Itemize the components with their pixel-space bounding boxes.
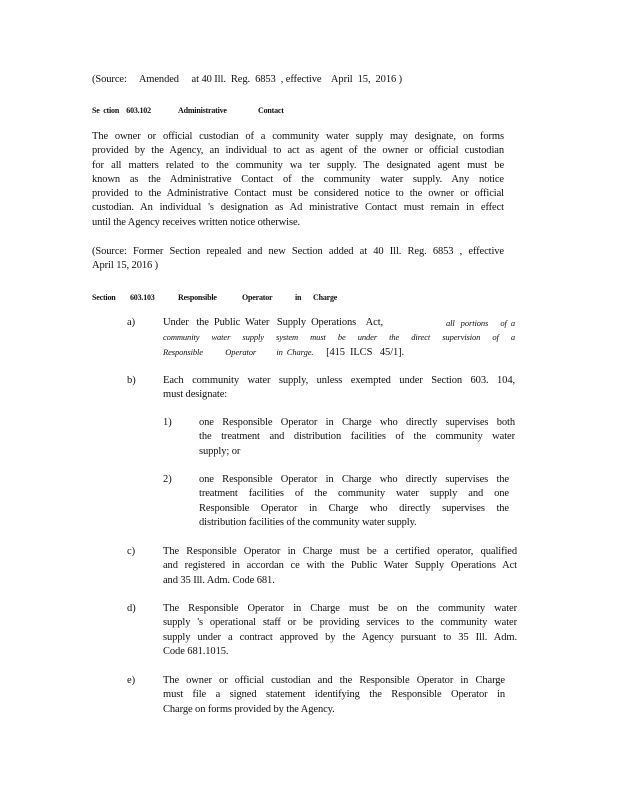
body-line: for all matters related to the community wa ter supply. The designated agent must be — [92, 159, 504, 171]
body-line: known as the Administrative Contact of the community water supply. Any notice — [92, 173, 504, 185]
item-b-line: must designate: — [163, 389, 228, 401]
section-title-word: Contact — [258, 106, 284, 115]
subitem-label-1: 1) — [163, 417, 172, 428]
subitem-line: supply; or — [199, 445, 241, 457]
body-line: until the Agency receives written notice otherwise. — [92, 216, 301, 228]
item-label-e: e) — [127, 675, 136, 686]
item-a-italic-text: Responsible Operator in Charge. — [163, 346, 314, 357]
subitem-1-text — [199, 416, 515, 459]
item-a-text — [163, 316, 515, 360]
subitem-2-text — [199, 473, 509, 530]
item-b-text — [163, 374, 515, 403]
subitem-line: the treatment and distribution facilities of the community water — [199, 431, 515, 443]
subitem-line: one Responsible Operator in Charge who directly supervises both — [199, 417, 515, 428]
section-number: Section — [92, 293, 116, 302]
item-b-line: Each community water supply, unless exempted under Section 603. 104, — [163, 375, 515, 386]
section-title-word: Operator — [242, 293, 273, 302]
item-a-line — [163, 345, 515, 360]
item-label-c: c) — [127, 546, 136, 557]
item-label-a: a) — [127, 317, 136, 328]
item-a-italic-text: community water supply system must be under the direct supervision of a — [163, 332, 515, 343]
item-d-line: supply under a contract approved by the Agency pursuant to 35 Ill. Adm. — [163, 631, 517, 643]
body-line: custodian. An individual 's designation as Ad ministrative Contact must remain in effect — [92, 202, 504, 214]
item-c-line: The Responsible Operator in Charge must be a certified operator, qualified — [163, 546, 517, 557]
item-e-line: Charge on forms provided by the Agency. — [163, 703, 335, 715]
section-number: Se ction 603.102 — [92, 106, 151, 115]
source-note-former-section — [92, 245, 504, 274]
item-c-text — [163, 545, 517, 588]
item-d-line: Code 681.1015. — [163, 645, 229, 657]
section-number: 603.103 — [130, 293, 155, 302]
section-title-word: Administrative — [178, 106, 227, 115]
source-note-amended: (Source: Amended at 40 Ill. Reg. 6853 , effective April 15, 2016 ) — [92, 74, 403, 85]
subitem-label-2: 2) — [163, 474, 172, 485]
item-a-italic-text: all portions of a — [445, 318, 515, 328]
subitem-line: treatment facilities of the community water supply and one — [199, 488, 509, 500]
item-d-line: supply 's operational staff or be providing services to the community water — [163, 617, 517, 629]
body-line: provided by the Agency, an individual to act as agent of the owner or official custodian — [92, 145, 504, 157]
section-title-word: Responsible — [178, 293, 217, 302]
item-d-text — [163, 602, 517, 659]
section-603-102-heading — [92, 104, 284, 118]
section-title-word: Charge — [313, 293, 338, 302]
item-label-d: d) — [127, 603, 136, 614]
item-d-line: The Responsible Operator in Charge must be on the community water — [163, 603, 517, 614]
subitem-line: Responsible Operator in Charge who directly supervises the — [199, 502, 509, 514]
item-e-text — [163, 674, 505, 717]
item-e-line: must file a signed statement identifying the Responsible Operator in — [163, 689, 505, 701]
section-603-103-heading — [92, 291, 338, 303]
item-a-line — [163, 316, 515, 330]
section-title-word: in — [295, 293, 302, 302]
item-a-line-text: Under the Public Water Supply Operations Act, — [163, 317, 384, 328]
item-label-b: b) — [127, 375, 136, 386]
item-c-line: and registered in accordan ce with the Public Water Supply Operations Act — [163, 560, 517, 572]
body-line: provided to the Administrative Contact must be considered notice to the owner or official — [92, 188, 504, 200]
body-line: The owner or official custodian of a community water supply may designate, on forms — [92, 131, 504, 142]
item-e-line: The owner or official custodian and the Responsible Operator in Charge — [163, 675, 505, 686]
subitem-line: one Responsible Operator in Charge who directly supervises the — [199, 474, 509, 485]
source-line: April 15, 2016 ) — [92, 260, 159, 272]
source-line: (Source: Former Section repealed and new Section added at 40 Ill. Reg. 6853 , effective — [92, 246, 504, 257]
subitem-line: distribution facilities of the community water supply. — [199, 516, 417, 528]
item-c-line: and 35 Ill. Adm. Code 681. — [163, 574, 275, 586]
section-603-102-body — [92, 130, 504, 230]
item-a-citation: [415 ILCS 45/1]. — [326, 346, 405, 358]
